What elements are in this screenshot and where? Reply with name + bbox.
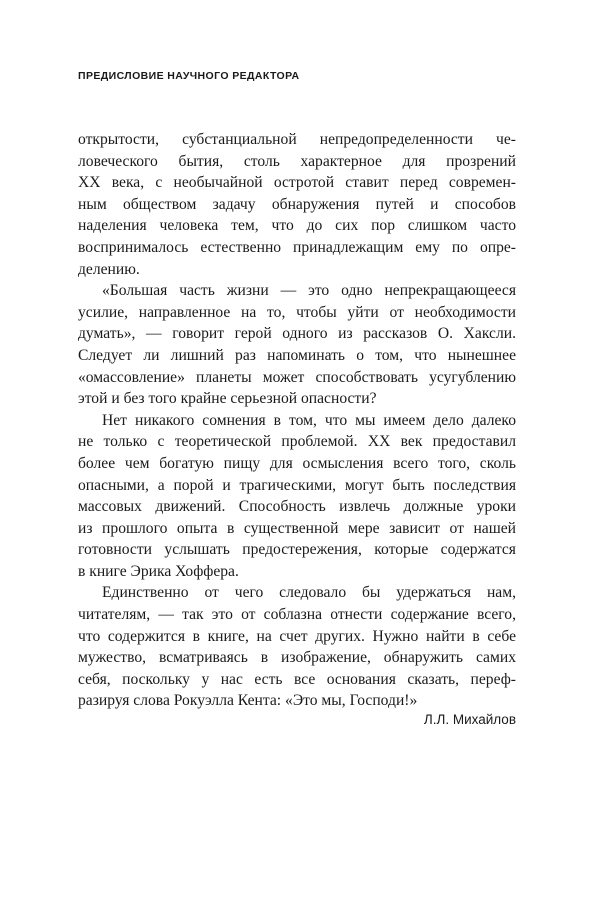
running-head: ПРЕДИСЛОВИЕ НАУЧНОГО РЕДАКТОРА	[78, 70, 300, 82]
text-line: мужество, всматриваясь в изображение, обнаружить самих	[78, 649, 516, 667]
text-line: этой и без того крайне серьезной опасности?	[78, 390, 377, 408]
text-line: из прошлого опыта в существенной мере зависит от нашей	[78, 519, 516, 537]
text-line: думать», — говорит герой одного из рассказов О. Хаксли.	[78, 325, 516, 343]
text-line: что содержится в книге, на счет других. Нужно найти в себе	[78, 627, 516, 645]
text-line: усилие, направленное на то, чтобы уйти от необходимости	[78, 303, 516, 321]
text-line: не только с теоретической проблемой. XX век предоставил	[78, 433, 516, 451]
text-line: опасными, а порой и трагическими, могут быть последствия	[78, 476, 516, 494]
text-line: наделения человека тем, что до сих пор слишком часто	[78, 217, 516, 235]
text-line: Следует ли лишний раз напоминать о том, что нынешнее	[78, 346, 516, 364]
text-line: делению.	[78, 260, 140, 278]
text-line: более чем богатую пищу для осмысления всего того, сколь	[78, 454, 516, 472]
text-line: себя, поскольку у нас есть все основания сказать, переф-	[78, 670, 516, 688]
paragraph-2	[78, 280, 516, 410]
paragraph-3	[78, 410, 516, 583]
paragraph-1	[78, 129, 516, 280]
paragraph-4	[78, 582, 516, 712]
text-line: читателям, — так это от соблазна отнести содержание всего,	[78, 606, 516, 624]
text-line: «Большая часть жизни — это одно непрекращающееся	[102, 282, 516, 300]
text-line: «омассовление» планеты может способствовать усугублению	[78, 368, 516, 386]
text-line: Нет никакого сомнения в том, что мы имеем дело далеко	[102, 411, 516, 429]
text-line: разируя слова Рокуэлла Кента: «Это мы, Господи!»	[78, 692, 418, 710]
text-line: воспринималось естественно принадлежащим ему по опре-	[78, 238, 516, 256]
text-line: массовых движений. Способность извлечь должные уроки	[78, 498, 516, 516]
text-line: готовности услышать предостережения, которые содержатся	[78, 541, 516, 559]
text-line: ловеческого бытия, столь характерное для прозрений	[78, 152, 516, 170]
text-line: Единственно от чего следовало бы удержаться нам,	[102, 584, 516, 602]
text-line: открытости, субстанциальной непредопределенности че-	[78, 131, 516, 148]
text-line: в книге Эрика Хоффера.	[78, 562, 239, 580]
text-line: ным обществом задачу обнаружения путей и способов	[78, 195, 516, 213]
author-signature: Л.Л. Михайлов	[423, 712, 516, 727]
body-text	[78, 129, 516, 712]
text-line: XX века, с необычайной остротой ставит перед современ-	[78, 174, 516, 192]
